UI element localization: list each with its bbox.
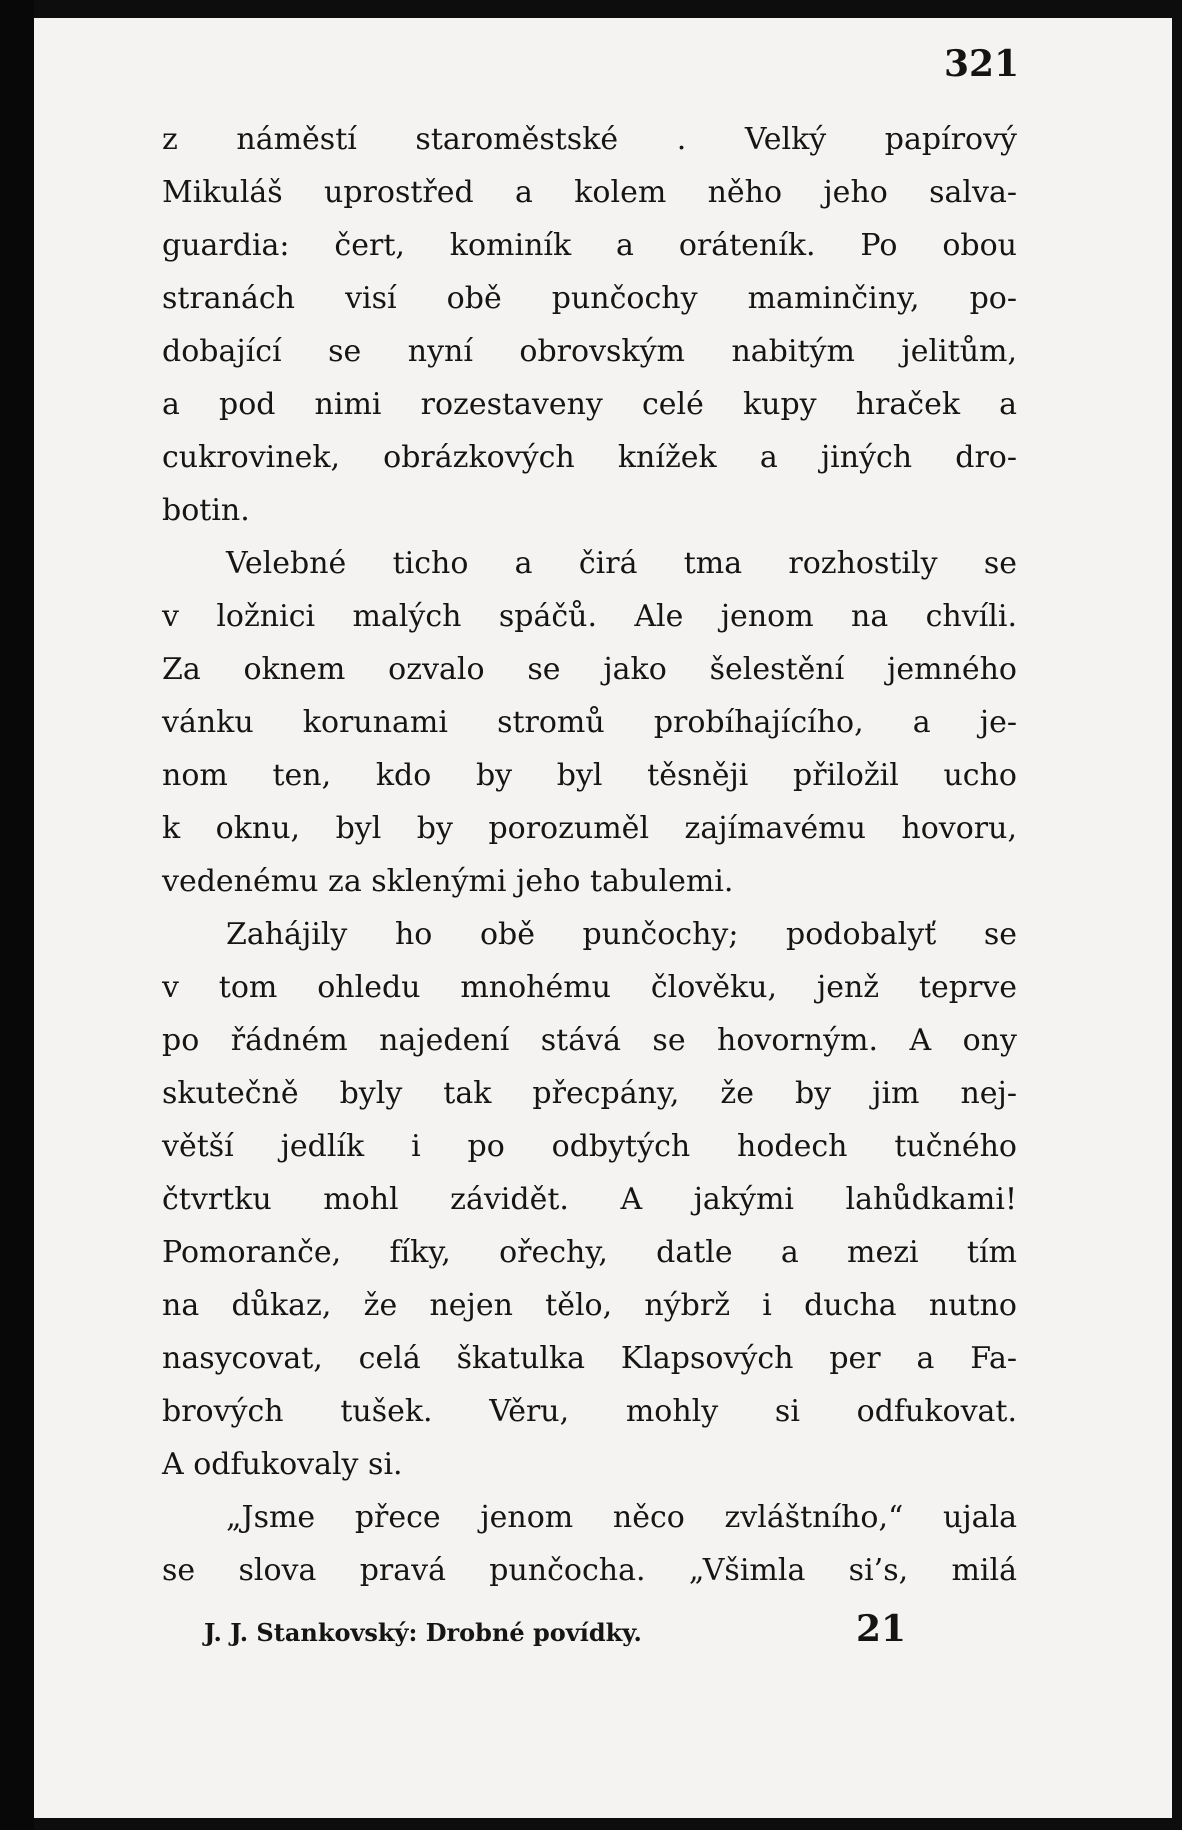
text-line: dobající se nyní obrovským nabitým jelitům, (162, 334, 1017, 369)
text-line: z náměstí staroměstské . Velký papírový (162, 122, 1017, 157)
text-line: k oknu, byl by porozuměl zajímavému hovoru, (162, 811, 1017, 846)
text-line: čtvrtku mohl závidět. A jakými lahůdkami! (162, 1182, 1017, 1217)
text-line: po řádném najedení stává se hovorným. A ony (162, 1023, 1017, 1058)
text-line: „Jsme přece jenom něco zvláštního,“ ujala (226, 1500, 1017, 1535)
page-edge (0, 0, 34, 1830)
text-line: vedenému za sklenými jeho tabulemi. (162, 864, 734, 899)
text-line: na důkaz, že nejen tělo, nýbrž i ducha nutno (162, 1288, 1017, 1323)
text-line: Pomoranče, fíky, ořechy, datle a mezi tím (162, 1235, 1017, 1270)
text-line: guardia: čert, kominík a oráteník. Po obou (162, 228, 1017, 263)
text-line: botin. (162, 493, 250, 528)
signature-mark: 21 (856, 1608, 907, 1650)
text-line: v tom ohledu mnohému člověku, jenž teprve (162, 970, 1017, 1005)
text-line: cukrovinek, obrázkových knížek a jiných dro- (162, 440, 1017, 475)
text-line: stranách visí obě punčochy maminčiny, po- (162, 281, 1017, 316)
text-line: nasycovat, celá škatulka Klapsových per a Fa- (162, 1341, 1017, 1376)
text-line: brových tušek. Věru, mohly si odfukovat. (162, 1394, 1017, 1429)
text-line: nom ten, kdo by byl těsněji přiložil ucho (162, 758, 1017, 793)
text-line: a pod nimi rozestaveny celé kupy hraček a (162, 387, 1017, 422)
text-line: Zahájily ho obě punčochy; podobalyť se (226, 917, 1017, 952)
text-line: Velebné ticho a čirá tma rozhostily se (226, 546, 1017, 581)
text-line: v ložnici malých spáčů. Ale jenom na chvíli. (162, 599, 1017, 634)
footer-author-title: J. J. Stankovský: Drobné povídky. (204, 1618, 642, 1647)
text-line: Mikuláš uprostřed a kolem něho jeho salva- (162, 175, 1017, 210)
text-line: skutečně byly tak přecpány, že by jim nej- (162, 1076, 1017, 1111)
text-line: větší jedlík i po odbytých hodech tučného (162, 1129, 1017, 1164)
body-text (162, 113, 1017, 1597)
text-line: vánku korunami stromů probíhajícího, a je- (162, 705, 1017, 740)
text-line: A odfukovaly si. (162, 1447, 403, 1482)
book-page (34, 18, 1172, 1818)
text-line: se slova pravá punčocha. „Všimla si’s, milá (162, 1553, 1017, 1588)
text-line: Za oknem ozvalo se jako šelestění jemného (162, 652, 1017, 687)
page-number: 321 (944, 43, 1020, 85)
